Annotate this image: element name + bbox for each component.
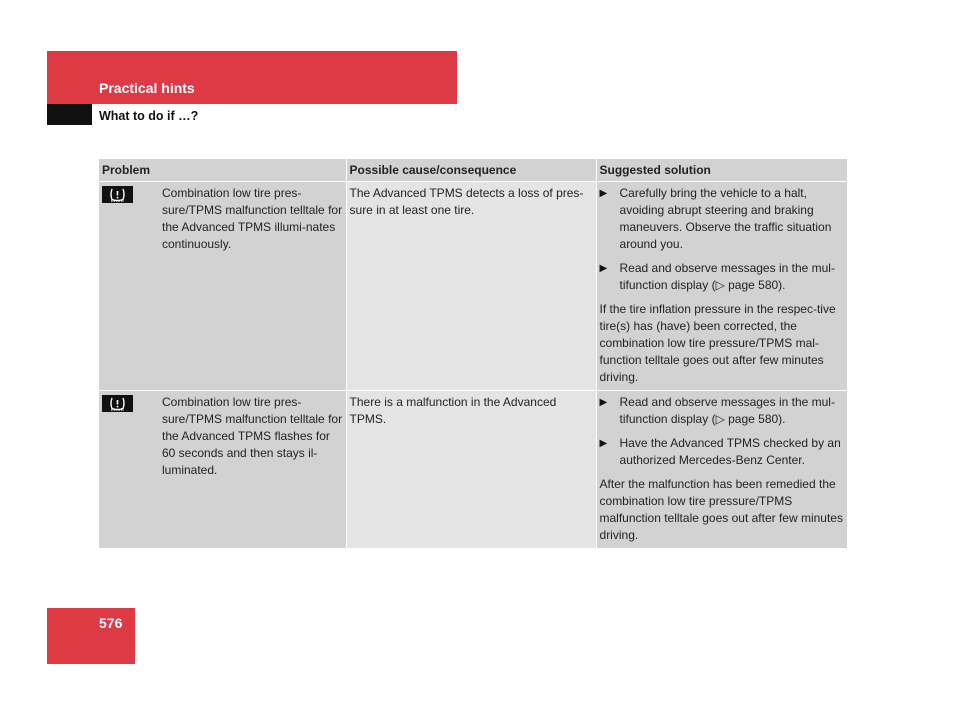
solution-step bbox=[600, 435, 845, 469]
column-header-solution: Suggested solution bbox=[596, 159, 847, 182]
solution-step-text: Have the Advanced TPMS checked by an authorized Mercedes-Benz Center. bbox=[619, 436, 841, 467]
section-marker-tab bbox=[47, 104, 92, 125]
solution-cell bbox=[596, 182, 847, 391]
solution-step-text: Read and observe messages in the mul-tifunction display (▷ page 580). bbox=[619, 395, 835, 426]
table-row bbox=[99, 391, 847, 549]
solution-note: If the tire inflation pressure in the respec-tive tire(s) has (have) been corrected, the combination low tire pressure/TPMS mal-function telltale goes out after few minutes driving. bbox=[599, 302, 836, 384]
subsection-title: What to do if …? bbox=[99, 109, 199, 123]
problem-text: Combination low tire pres-sure/TPMS malfunction telltale for the Advanced TPMS flashes for 60 seconds and then stays il-luminated. bbox=[159, 391, 346, 549]
solution-step-text: Read and observe messages in the mul-tifunction display (▷ page 580). bbox=[619, 261, 835, 292]
step-arrow-icon: ▶ bbox=[599, 397, 608, 408]
solution-step bbox=[600, 260, 845, 294]
solution-step bbox=[600, 185, 845, 253]
problem-icon-cell bbox=[99, 182, 159, 391]
tpms-warning-icon bbox=[102, 186, 133, 203]
solution-step bbox=[600, 394, 845, 428]
step-arrow-icon: ▶ bbox=[599, 438, 608, 449]
solution-step-text: Carefully bring the vehicle to a halt, avoiding abrupt steering and braking maneuvers. Observe the traffic situation around you. bbox=[619, 186, 832, 251]
tpms-warning-icon bbox=[102, 395, 133, 412]
column-header-cause: Possible cause/consequence bbox=[346, 159, 596, 182]
column-header-problem: Problem bbox=[99, 159, 346, 182]
problem-icon-cell bbox=[99, 391, 159, 549]
solution-cell bbox=[596, 391, 847, 549]
problem-text: Combination low tire pres-sure/TPMS malfunction telltale for the Advanced TPMS illumi-nates continuously. bbox=[159, 182, 346, 391]
section-title: Practical hints bbox=[99, 80, 195, 96]
header-band bbox=[47, 51, 457, 104]
table-header-row bbox=[99, 159, 847, 182]
solution-note: After the malfunction has been remedied the combination low tire pressure/TPMS malfunction telltale goes out after few minutes driving. bbox=[599, 477, 843, 542]
page-number: 576 bbox=[99, 615, 123, 631]
cause-text: The Advanced TPMS detects a loss of pres-sure in at least one tire. bbox=[346, 182, 596, 391]
troubleshooting-table bbox=[99, 159, 847, 548]
table-row bbox=[99, 182, 847, 391]
step-arrow-icon: ▶ bbox=[599, 263, 608, 274]
cause-text: There is a malfunction in the Advanced TPMS. bbox=[346, 391, 596, 549]
step-arrow-icon: ▶ bbox=[599, 188, 608, 199]
